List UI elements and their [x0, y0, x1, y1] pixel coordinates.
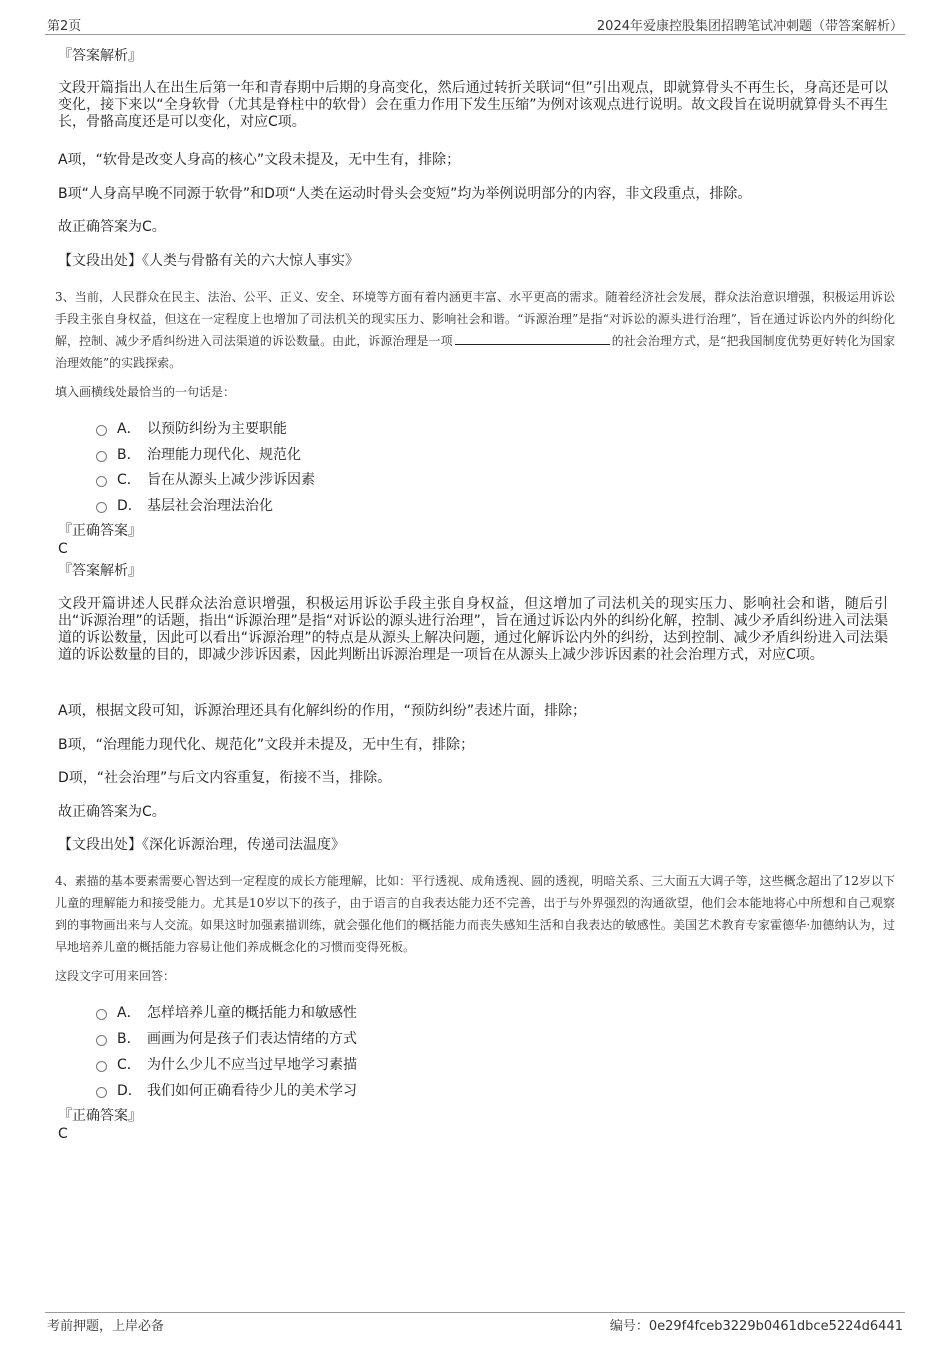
- analysis-label: 『答案解析』: [58, 48, 142, 64]
- question-3-option-d[interactable]: D． 基层社会治理法治化: [96, 495, 273, 515]
- radio-icon[interactable]: [96, 1009, 107, 1020]
- radio-icon[interactable]: [96, 502, 107, 513]
- radio-icon[interactable]: [96, 476, 107, 487]
- analysis-label: 『答案解析』: [58, 563, 142, 579]
- correct-answer-label: 『正确答案』: [58, 523, 142, 539]
- question-3-option-b[interactable]: B． 治理能力现代化、规范化: [96, 444, 301, 464]
- question-4-option-b[interactable]: B． 画画为何是孩子们表达情绪的方式: [96, 1028, 357, 1048]
- question-4-option-a[interactable]: A． 怎样培养儿童的概括能力和敏感性: [96, 1002, 357, 1022]
- question-4-option-d[interactable]: D． 我们如何正确看待少儿的美术学习: [96, 1080, 357, 1100]
- correct-answer: C: [58, 541, 68, 557]
- analysis-conclusion: 故正确答案为C。: [58, 804, 166, 820]
- radio-icon[interactable]: [96, 1035, 107, 1046]
- correct-answer: C: [58, 1126, 68, 1142]
- page-number: 第2页: [47, 19, 82, 34]
- source-citation: 【文段出处】《深化诉源治理，传递司法温度》: [58, 837, 345, 853]
- analysis-option-a: A项，“软骨是改变人身高的核心”文段未提及，无中生有，排除；: [58, 152, 461, 168]
- radio-icon[interactable]: [96, 1061, 107, 1072]
- question-3-stem: 填入画横线处最恰当的一句话是：: [55, 385, 236, 399]
- footer-slogan: 考前押题，上岸必备: [47, 1319, 165, 1334]
- analysis-text: 文段开篇讲述人民群众法治意识增强，积极运用诉讼手段主张自身权益，但这增加了司法机关的现实压力、影响社会和谐，随后引出“诉源治理”的话题，指出“诉源治理”是指“对诉讼的源头进行治理”，旨在通过诉讼内外的纠纷化解，控制、减少矛盾纠纷进入司法渠道的诉讼数量，因此可以看出“诉源治理”的特点是从源头上解决问题，通过化解诉讼内外的纠纷，达到控制、减少矛盾纠纷进入司法渠道的诉讼数量的目的，即减少涉诉因素，因此判断出诉源治理是一项旨在从源头上减少涉诉因素的社会治理方式，对应C项。: [58, 596, 888, 663]
- question-3-option-a[interactable]: A． 以预防纠纷为主要职能: [96, 418, 287, 438]
- source-citation: 【文段出处】《人类与骨骼有关的六大惊人事实》: [58, 253, 359, 269]
- question-4-text: 4、素描的基本要素需要心智达到一定程度的成长方能理解，比如：平行透视、成角透视、圆的透视，明暗关系、三大面五大调子等，这些概念超出了12岁以下儿童的理解能力和接受能力。尤其是10岁以下的孩子，由于语言的自我表达能力还不完善，出于与外界强烈的沟通欲望，他们会本能地将心中所想和自己观察到的事物画出来与人交流。如果这时加强素描训练，就会强化他们的概括能力而丧失感知生活和自我表达的敏感性。美国艺术教育专家霍德华·加德纳认为，过早地培养儿童的概括能力容易让他们养成概念化的习惯而变得死板。: [55, 874, 895, 954]
- analysis-option-bd: B项“人身高早晚不同源于软骨”和D项“人类在运动时骨头会变短”均为举例说明部分的内容，非文段重点，排除。: [58, 186, 752, 202]
- document-title: 2024年爱康控股集团招聘笔试冲刺题（带答案解析）: [596, 19, 903, 34]
- question-4-stem: 这段文字可用来回答：: [55, 969, 176, 983]
- question-3-text: 3、当前，人民群众在民主、法治、公平、正义、安全、环境等方面有着内涵更丰富、水平更高的需求。随着经济社会发展，群众法治意识增强，积极运用诉讼手段主张自身权益，但这在一定程度上也增加了司法机关的现实压力、影响社会和谐。“诉源治理”是指“对诉讼的源头进行治理”，旨在通过诉讼内外的纠纷化解，控制、减少矛盾纠纷进入司法渠道的诉讼数量。由此，诉源治理是一项 的社会治理方式，是“把我国制度优势更好转化为国家治理效能”的实践探索。: [55, 290, 895, 370]
- answer-blank: [455, 333, 610, 345]
- analysis-text: 文段开篇指出人在出生后第一年和青春期中后期的身高变化，然后通过转折关联词“但”引出观点，即就算骨头不再生长，身高还是可以变化，接下来以“全身软骨（尤其是脊柱中的软骨）会在重力作用下发生压缩”为例对该观点进行说明。故文段旨在说明就算骨头不再生长，骨骼高度还是可以变化，对应C项。: [58, 80, 888, 130]
- page-footer: [45, 1312, 905, 1337]
- radio-icon[interactable]: [96, 425, 107, 436]
- analysis-option-a: A项，根据文段可知，诉源治理还具有化解纠纷的作用，“预防纠纷”表述片面，排除；: [58, 703, 587, 719]
- analysis-option-d: D项，“社会治理”与后文内容重复，衔接不当，排除。: [58, 770, 392, 786]
- analysis-conclusion: 故正确答案为C。: [58, 219, 166, 235]
- question-4-option-c[interactable]: C． 为什么少儿不应当过早地学习素描: [96, 1054, 357, 1074]
- question-3-option-c[interactable]: C． 旨在从源头上减少涉诉因素: [96, 469, 315, 489]
- page-header: [45, 14, 905, 35]
- document-id: 编号：0e29f4fceb3229b0461dbce5224d6441: [609, 1319, 903, 1334]
- radio-icon[interactable]: [96, 451, 107, 462]
- analysis-option-b: B项，“治理能力现代化、规范化”文段并未提及，无中生有，排除；: [58, 737, 475, 753]
- correct-answer-label: 『正确答案』: [58, 1108, 142, 1124]
- radio-icon[interactable]: [96, 1087, 107, 1098]
